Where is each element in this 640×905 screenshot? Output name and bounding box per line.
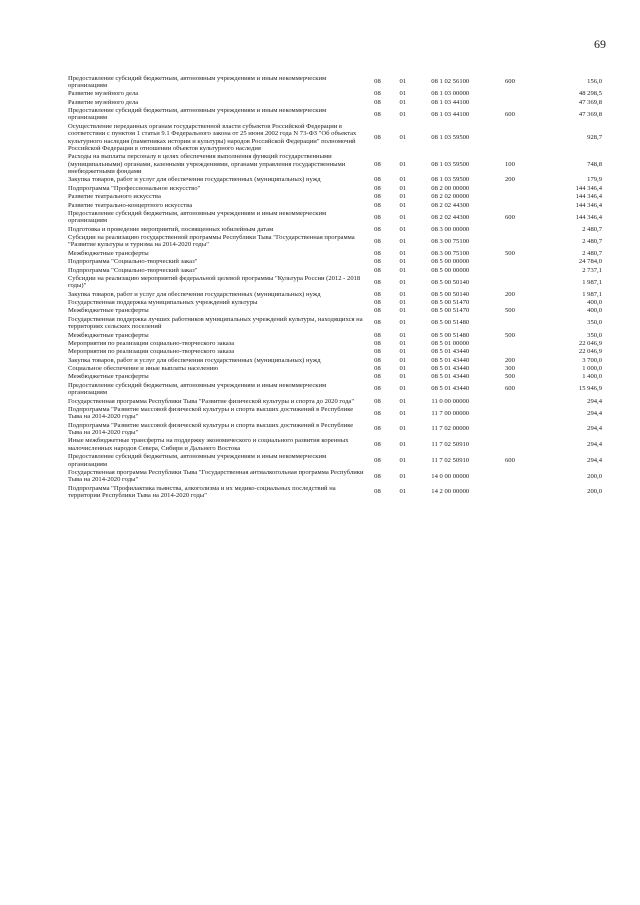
row-name: Развитие театрально-концертного искусства — [68, 201, 193, 209]
row-expense-type: 500 — [504, 373, 515, 381]
row-amount: 156,0 — [587, 78, 602, 86]
table-row — [68, 348, 602, 356]
table-row — [68, 98, 602, 106]
row-section-code: 08 — [374, 110, 381, 118]
row-amount: 200,0 — [587, 488, 602, 496]
row-amount: 294,4 — [587, 397, 602, 405]
table-row — [68, 234, 602, 250]
row-expense-type: 500 — [504, 331, 515, 339]
table-row — [68, 122, 602, 153]
row-expense-type: 200 — [504, 356, 515, 364]
row-expense-type: 500 — [504, 307, 515, 315]
row-section-code: 08 — [374, 201, 381, 209]
row-expense-type — [485, 405, 536, 421]
row-expense-type: 600 — [504, 110, 515, 118]
row-expense-type — [485, 468, 536, 484]
row-expense-type — [485, 225, 536, 233]
table-row — [68, 290, 602, 298]
row-subsection-code: 01 — [399, 365, 407, 372]
row-section-code: 08 — [374, 365, 381, 372]
row-name: Мероприятия по реализации социально-творческого заказа — [68, 339, 235, 347]
row-amount: 2 480,7 — [582, 249, 602, 257]
row-section-code: 08 — [374, 441, 381, 449]
row-target-article: 08 5 01 43440 — [431, 373, 470, 381]
row-name: Осуществление переданных органам государственной власти субъектов Российской Федерации в соответствии с пунктом 1 статьи 9.1 Федерального закона от 25 июня 2002 года N 73-ФЗ "Об объектах культурного наследия (памятниках истории и культуры) народов Российской Федерации" полномочий Российской Федерации в отношении объектов культурного наследия — [68, 122, 357, 152]
row-section-code: 08 — [374, 331, 381, 339]
row-section-code: 08 — [374, 290, 381, 298]
row-amount: 400,0 — [587, 299, 602, 306]
row-name: Мероприятия по реализации социально-творческого заказа — [68, 348, 235, 356]
row-amount: 748,8 — [587, 160, 602, 168]
row-section-code: 08 — [374, 472, 381, 480]
row-expense-type: 600 — [504, 385, 515, 393]
row-target-article: 08 1 03 59500 — [431, 133, 470, 141]
row-section-code: 08 — [374, 319, 381, 327]
table-row — [68, 107, 602, 123]
row-target-article: 08 5 01 43440 — [431, 385, 470, 393]
table-row — [68, 339, 602, 347]
table-row — [68, 453, 602, 469]
table-row — [68, 381, 602, 397]
row-subsection-code: 01 — [399, 160, 407, 168]
row-name: Подготовка и проведение мероприятий, посвященных юбилейным датам — [68, 225, 274, 233]
row-target-article: 08 5 00 51470 — [431, 299, 470, 306]
row-section-code: 08 — [374, 456, 381, 464]
row-expense-type — [485, 274, 536, 290]
row-target-article: 08 1 03 59500 — [431, 160, 470, 168]
row-target-article: 08 5 00 50140 — [431, 278, 470, 286]
row-expense-type: 300 — [504, 365, 515, 372]
row-name: Государственная поддержка лучших работников муниципальных учреждений культуры, находящихся на территориях сельских поселений — [68, 315, 363, 331]
table-row — [68, 74, 602, 90]
row-name: Государственная программа Республики Тыва "Развитие физической культуры и спорта до 2020 года" — [68, 397, 355, 405]
row-section-code: 08 — [374, 78, 381, 86]
row-expense-type — [485, 258, 536, 266]
row-subsection-code: 01 — [399, 397, 407, 405]
row-name: Подпрограмма "Профилактика пьянства, алкоголизма и их медико-социальных последствий на территории Республики Тыва на 2014-2020 годы" — [68, 484, 336, 499]
budget-table-body — [68, 74, 602, 500]
row-section-code: 08 — [374, 348, 381, 356]
row-expense-type: 100 — [504, 160, 515, 168]
table-row — [68, 373, 602, 381]
row-subsection-code: 01 — [399, 201, 407, 209]
row-subsection-code: 01 — [399, 176, 407, 184]
row-subsection-code: 01 — [399, 488, 407, 496]
row-amount: 928,7 — [587, 133, 602, 141]
row-target-article: 08 3 00 00000 — [431, 225, 470, 233]
row-target-article: 08 5 01 43440 — [431, 348, 470, 356]
row-section-code: 08 — [374, 258, 381, 266]
row-amount: 294,4 — [587, 456, 602, 464]
table-row — [68, 405, 602, 421]
row-subsection-code: 01 — [399, 133, 407, 141]
row-name: Предоставление субсидий бюджетным, автономным учреждениям и иным некоммерческим организациям — [68, 107, 327, 122]
row-section-code: 08 — [374, 397, 381, 405]
row-name: Межбюджетные трансферты — [68, 373, 149, 381]
row-target-article: 08 1 03 44100 — [431, 110, 470, 118]
table-row — [68, 468, 602, 484]
row-name: Предоставление субсидий бюджетным, автономным учреждениям и иным некоммерческим организациям — [68, 453, 327, 468]
row-expense-type: 200 — [504, 290, 515, 298]
row-target-article: 11 0 00 00000 — [431, 397, 470, 405]
row-amount: 3 700,0 — [582, 356, 602, 364]
row-target-article: 11 7 00 00000 — [431, 409, 470, 417]
table-row — [68, 397, 602, 405]
row-section-code: 08 — [374, 307, 381, 315]
row-amount: 47 369,8 — [578, 110, 602, 118]
row-name: Предоставление субсидий бюджетным, автономным учреждениям и иным некоммерческим организациям — [68, 74, 327, 89]
row-amount: 400,0 — [587, 307, 602, 315]
row-subsection-code: 01 — [399, 184, 407, 192]
row-section-code: 08 — [374, 385, 381, 393]
row-amount: 1 000,0 — [582, 365, 602, 372]
row-subsection-code: 01 — [399, 237, 407, 245]
row-name: Субсидии на реализацию государственной программы Республики Тыва "Государственная программа "Развитие культуры и туризма на 2014-2020 годы" — [68, 234, 355, 249]
row-name: Предоставление субсидий бюджетным, автономным учреждениям и иным некоммерческим организациям — [68, 209, 327, 225]
row-target-article: 08 2 02 00000 — [431, 193, 470, 201]
row-target-article: 08 5 00 00000 — [431, 258, 470, 266]
row-amount: 294,4 — [587, 441, 602, 449]
row-amount: 15 946,9 — [578, 385, 602, 393]
row-target-article: 08 5 00 00000 — [431, 266, 470, 274]
row-section-code: 08 — [374, 98, 381, 106]
row-target-article: 08 5 01 43440 — [431, 356, 470, 364]
row-subsection-code: 01 — [399, 339, 407, 347]
row-target-article: 08 5 00 51470 — [431, 307, 470, 315]
row-target-article: 08 5 01 00000 — [431, 339, 470, 347]
row-name: Предоставление субсидий бюджетным, автономным учреждениям и иным некоммерческим организациям — [68, 381, 327, 397]
row-name: Государственная программа Республики Тыва "Государственная антиалкогольная программа Республики Тыва на 2014-2020 годы" — [68, 468, 364, 484]
table-row — [68, 90, 602, 98]
row-expense-type — [485, 98, 536, 106]
row-subsection-code: 01 — [399, 78, 407, 86]
row-target-article: 08 5 01 43440 — [431, 365, 470, 372]
row-expense-type — [485, 437, 536, 453]
row-amount: 48 298,5 — [578, 90, 602, 98]
row-name: Закупка товаров, работ и услуг для обеспечения государственных (муниципальных) нужд — [68, 176, 321, 184]
row-section-code: 08 — [374, 176, 381, 184]
row-amount: 2 480,7 — [582, 225, 602, 233]
row-expense-type — [485, 266, 536, 274]
row-section-code: 08 — [374, 133, 381, 141]
row-target-article: 08 3 00 75100 — [431, 237, 470, 245]
row-name: Подпрограмма "Развитие массовой физической культуры и спорта высших достижений в Республике Тыва на 2014-2020 годы" — [68, 421, 354, 436]
row-section-code: 08 — [374, 373, 381, 381]
row-amount: 1 987,1 — [582, 290, 602, 298]
row-expense-type: 200 — [504, 176, 515, 184]
table-row — [68, 184, 602, 192]
row-subsection-code: 01 — [399, 319, 407, 327]
table-row — [68, 421, 602, 437]
row-expense-type: 600 — [504, 78, 515, 86]
row-name: Межбюджетные трансферты — [68, 307, 149, 315]
row-subsection-code: 01 — [399, 90, 407, 98]
row-expense-type — [485, 348, 536, 356]
row-name: Подпрограмма "Развитие массовой физической культуры и спорта высших достижений в Республике Тыва на 2014-2020 годы" — [68, 405, 354, 421]
table-row — [68, 249, 602, 257]
row-section-code: 08 — [374, 409, 381, 417]
row-name: Иные межбюджетные трансферты на поддержку экономического и социального развития коренных малочисленных народов Севера, Сибири и Дальнего Востока — [68, 437, 349, 452]
row-amount: 294,4 — [587, 409, 602, 417]
row-subsection-code: 01 — [399, 331, 407, 339]
row-section-code: 08 — [374, 488, 381, 496]
row-subsection-code: 01 — [399, 290, 407, 298]
row-expense-type — [485, 315, 536, 331]
budget-table — [68, 74, 602, 500]
table-row — [68, 193, 602, 201]
table-row — [68, 365, 602, 373]
row-section-code: 08 — [374, 249, 381, 257]
row-target-article: 11 7 02 50910 — [431, 441, 470, 449]
row-expense-type — [485, 184, 536, 192]
row-subsection-code: 01 — [399, 110, 407, 118]
table-row — [68, 356, 602, 364]
row-target-article: 08 2 02 44300 — [431, 201, 470, 209]
row-target-article: 08 1 03 44100 — [431, 98, 470, 106]
row-target-article: 08 5 00 51480 — [431, 319, 470, 327]
row-subsection-code: 01 — [399, 258, 407, 266]
row-section-code: 08 — [374, 425, 381, 433]
row-expense-type: 600 — [504, 213, 515, 221]
row-amount: 2 480,7 — [582, 237, 602, 245]
row-subsection-code: 01 — [399, 98, 407, 106]
row-target-article: 08 2 02 44300 — [431, 213, 470, 221]
page-number: 69 — [594, 37, 606, 51]
row-amount: 144 346,4 — [575, 213, 602, 221]
row-name: Подпрограмма "Социально-творческий заказ" — [68, 258, 198, 266]
row-target-article: 14 2 00 00000 — [431, 488, 470, 496]
row-target-article: 08 1 03 59500 — [431, 176, 470, 184]
row-expense-type: 600 — [504, 456, 515, 464]
row-name: Развитие музейного дела — [68, 98, 139, 106]
row-subsection-code: 01 — [399, 373, 407, 381]
row-amount: 2 737,1 — [582, 266, 602, 274]
row-target-article: 08 5 00 51480 — [431, 331, 470, 339]
row-subsection-code: 01 — [399, 356, 407, 364]
row-expense-type — [485, 122, 536, 153]
row-amount: 144 346,4 — [575, 201, 602, 209]
row-name: Закупка товаров, работ и услуг для обеспечения государственных (муниципальных) нужд — [68, 356, 321, 364]
row-amount: 294,4 — [587, 425, 602, 433]
row-amount: 350,0 — [587, 319, 602, 327]
row-section-code: 08 — [374, 193, 381, 201]
table-row — [68, 299, 602, 307]
row-subsection-code: 01 — [399, 193, 407, 201]
row-name: Социальное обеспечение и иные выплаты населению — [68, 365, 219, 372]
row-amount: 144 346,4 — [575, 193, 602, 201]
row-subsection-code: 01 — [399, 278, 407, 286]
row-section-code: 08 — [374, 160, 381, 168]
row-subsection-code: 01 — [399, 266, 407, 274]
table-row — [68, 307, 602, 315]
row-amount: 200,0 — [587, 472, 602, 480]
row-target-article: 11 7 02 00000 — [431, 425, 470, 433]
row-section-code: 08 — [374, 299, 381, 306]
row-section-code: 08 — [374, 356, 381, 364]
table-row — [68, 266, 602, 274]
row-expense-type: 500 — [504, 249, 515, 257]
row-expense-type — [485, 90, 536, 98]
row-target-article: 14 0 00 00000 — [431, 472, 470, 480]
table-row — [68, 176, 602, 184]
row-amount: 350,0 — [587, 331, 602, 339]
row-subsection-code: 01 — [399, 425, 407, 433]
row-subsection-code: 01 — [399, 472, 407, 480]
row-subsection-code: 01 — [399, 441, 407, 449]
row-name: Подпрограмма "Социально-творческий заказ" — [68, 266, 198, 274]
row-expense-type — [485, 193, 536, 201]
row-amount: 22 046,9 — [578, 348, 602, 356]
row-expense-type — [485, 484, 536, 500]
row-expense-type — [485, 421, 536, 437]
row-subsection-code: 01 — [399, 348, 407, 356]
row-section-code: 08 — [374, 237, 381, 245]
row-amount: 47 369,8 — [578, 98, 602, 106]
table-row — [68, 258, 602, 266]
row-subsection-code: 01 — [399, 299, 407, 306]
row-expense-type — [485, 339, 536, 347]
row-target-article: 08 2 00 00000 — [431, 184, 470, 192]
row-name: Межбюджетные трансферты — [68, 331, 149, 339]
row-amount: 1 987,1 — [582, 278, 602, 286]
row-name: Субсидии на реализацию мероприятий федеральной целевой программы "Культура России (2012 - 2018 годы)" — [68, 274, 361, 290]
row-section-code: 08 — [374, 184, 381, 192]
table-row — [68, 153, 602, 176]
table-row — [68, 484, 602, 500]
row-name: Закупка товаров, работ и услуг для обеспечения государственных (муниципальных) нужд — [68, 290, 321, 298]
row-subsection-code: 01 — [399, 307, 407, 315]
row-name: Развитие театрального искусства — [68, 193, 161, 201]
row-name: Расходы на выплаты персоналу в целях обеспечения выполнения функций государственными (муниципальными) органами, казенными учреждениями, органами управления государственными внебюджетными фондами — [68, 153, 346, 175]
row-subsection-code: 01 — [399, 385, 407, 393]
row-target-article: 11 7 02 50910 — [431, 456, 470, 464]
row-amount: 22 046,9 — [578, 339, 602, 347]
row-target-article: 08 3 00 75100 — [431, 249, 470, 257]
row-section-code: 08 — [374, 213, 381, 221]
row-section-code: 08 — [374, 90, 381, 98]
row-subsection-code: 01 — [399, 225, 407, 233]
row-name: Развитие музейного дела — [68, 90, 139, 98]
row-target-article: 08 5 00 50140 — [431, 290, 470, 298]
row-subsection-code: 01 — [399, 409, 407, 417]
row-expense-type — [485, 397, 536, 405]
table-row — [68, 331, 602, 339]
row-amount: 24 784,0 — [578, 258, 602, 266]
row-subsection-code: 01 — [399, 249, 407, 257]
table-row — [68, 315, 602, 331]
table-row — [68, 437, 602, 453]
row-subsection-code: 01 — [399, 213, 407, 221]
row-name: Государственная поддержка муниципальных учреждений культуры — [68, 299, 258, 306]
row-section-code: 08 — [374, 339, 381, 347]
table-row — [68, 201, 602, 209]
row-expense-type — [485, 299, 536, 307]
row-section-code: 08 — [374, 278, 381, 286]
row-amount: 144 346,4 — [575, 184, 602, 192]
row-name: Подпрограмма "Профессиональное искусство" — [68, 184, 201, 192]
row-name: Межбюджетные трансферты — [68, 249, 149, 257]
row-section-code: 08 — [374, 225, 381, 233]
row-section-code: 08 — [374, 266, 381, 274]
row-target-article: 08 1 02 56100 — [431, 78, 470, 86]
row-expense-type — [485, 234, 536, 250]
row-target-article: 08 1 03 00000 — [431, 90, 470, 98]
row-amount: 1 400,0 — [582, 373, 602, 381]
table-row — [68, 209, 602, 225]
row-subsection-code: 01 — [399, 456, 407, 464]
table-row — [68, 225, 602, 233]
row-amount: 179,9 — [587, 176, 602, 184]
row-expense-type — [485, 201, 536, 209]
table-row — [68, 274, 602, 290]
